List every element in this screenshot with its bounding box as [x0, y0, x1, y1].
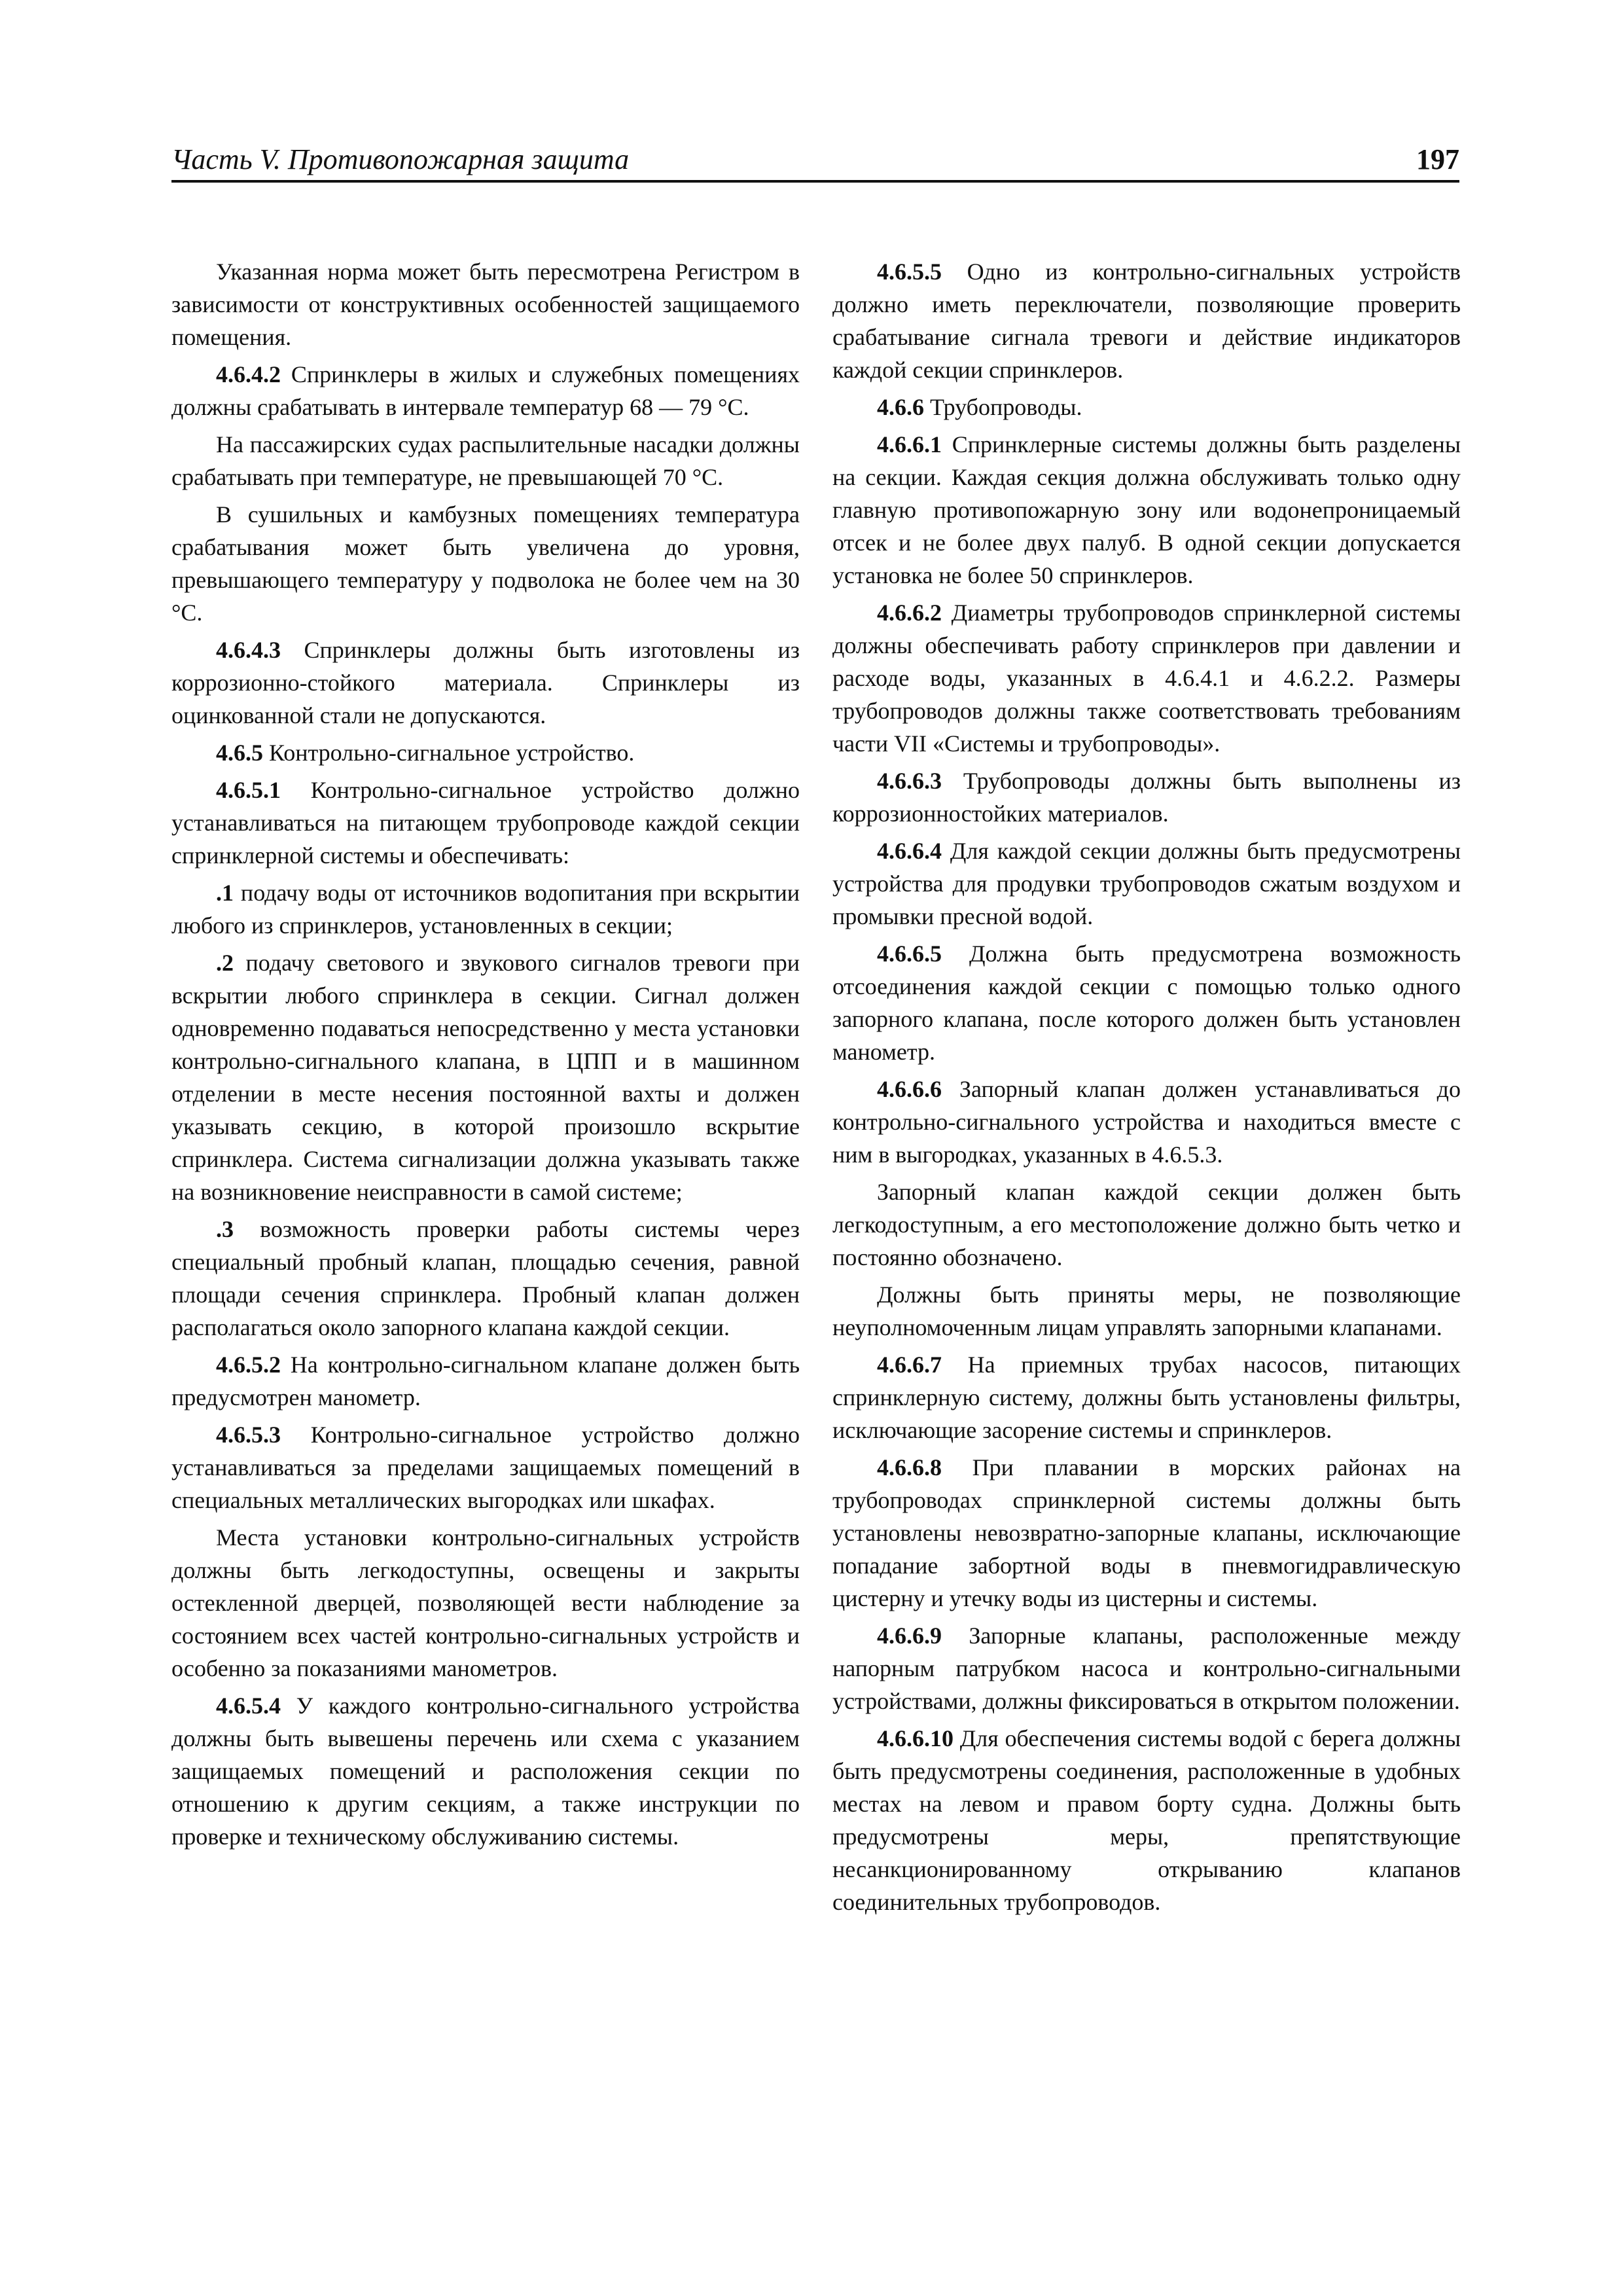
- paragraph: [832, 391, 1461, 423]
- paragraph-text: Диаметры трубопроводов спринклерной системы должны обеспечивать работу спринклеров при давлении и расходе воды, указанных в 4.6.4.1 и 4.6.2.2. Размеры трубопроводов должны также соответствовать требованиям части VII «Системы и трубопроводы».: [832, 600, 1461, 757]
- clause-number: .3: [216, 1216, 234, 1242]
- paragraph-text: Указанная норма может быть пересмотрена Регистром в зависимости от конструктивных особенностей защищаемого помещения.: [171, 259, 800, 350]
- paragraph: [171, 1521, 800, 1685]
- paragraph: [832, 834, 1461, 933]
- paragraph-text: подачу воды от источников водопитания при вскрытии любого из спринклеров, установленных в секции;: [171, 880, 800, 939]
- paragraph: [171, 498, 800, 629]
- paragraph-text: Для каждой секции должны быть предусмотрены устройства для продувки трубопроводов сжатым воздухом и промывки пресной водой.: [832, 838, 1461, 929]
- clause-number: 4.6.6.9: [877, 1623, 942, 1649]
- clause-number: 4.6.5.4: [216, 1693, 281, 1719]
- paragraph: [832, 1073, 1461, 1171]
- paragraph-text: Одно из контрольно-сигнальных устройств должно иметь переключатели, позволяющие проверить срабатывание сигнала тревоги и действие индикаторов каждой секции спринклеров.: [832, 259, 1461, 383]
- clause-number: 4.6.5.3: [216, 1422, 281, 1448]
- paragraph-text: У каждого контрольно-сигнального устройства должны быть вывешены перечень или схема с указанием защищаемых помещений и расположения секции по отношению к другим секциям, а также инструкции по проверке и техническому обслуживанию системы.: [171, 1693, 800, 1850]
- clause-number: 4.6.5.2: [216, 1352, 281, 1378]
- paragraph-text: Должны быть приняты меры, не позволяющие неуполномоченным лицам управлять запорными клапанами.: [832, 1282, 1461, 1340]
- paragraph-text: На пассажирских судах распылительные насадки должны срабатывать при температуре, не превышающей 70 °С.: [171, 431, 800, 490]
- paragraph-text: Трубопроводы должны быть выполнены из коррозионностойких материалов.: [832, 768, 1461, 827]
- paragraph: [171, 1213, 800, 1344]
- clause-number: 4.6.5.5: [877, 259, 942, 285]
- paragraph-text: подачу светового и звукового сигналов тревоги при вскрытии любого спринклера в секции. Сигнал должен одновременно подаваться непосредственно у места установки контрольно-сигнального клапана, в ЦПП и в машинном отделении в месте несения постоянной вахты и должен указывать секцию, в которой произошло вскрытие спринклера. Система сигнализации должна указывать также на возникновение неисправности в самой системе;: [171, 950, 800, 1205]
- paragraph-text: Спринклеры должны быть изготовлены из коррозионно-стойкого материала. Спринклеры из оцинкованной стали не допускаются.: [171, 637, 800, 728]
- clause-number: 4.6.6.1: [877, 431, 942, 457]
- paragraph-text: Трубопроводы.: [930, 394, 1082, 420]
- left-column: [171, 255, 800, 1857]
- clause-number: 4.6.5: [216, 740, 263, 766]
- paragraph-text: Запорные клапаны, расположенные между напорным патрубком насоса и контрольно-сигнальными устройствами, должны фиксироваться в открытом положении.: [832, 1623, 1461, 1714]
- clause-number: 4.6.5.1: [216, 777, 281, 803]
- paragraph-text: возможность проверки работы системы через специальный пробный клапан, площадью сечения, равной площади сечения спринклера. Пробный клапан должен располагаться около запорного клапана каждой секции.: [171, 1216, 800, 1340]
- paragraph-text: Контрольно-сигнальное устройство должно устанавливаться за пределами защищаемых помещений в специальных металлических выгородках или шкафах.: [171, 1422, 800, 1513]
- paragraph-text: Контрольно-сигнальное устройство.: [269, 740, 635, 766]
- paragraph-text: При плавании в морских районах на трубопроводах спринклерной системы должны быть установлены невозвратно-запорные клапаны, исключающие попадание забортной воды в пневмогидравлическую цистерну и утечку воды из цистерны и системы.: [832, 1454, 1461, 1611]
- paragraph-text: Должна быть предусмотрена возможность отсоединения каждой секции с помощью только одного запорного клапана, после которого должен быть установлен манометр.: [832, 941, 1461, 1065]
- paragraph: [171, 774, 800, 872]
- paragraph: [171, 876, 800, 942]
- clause-number: 4.6.6.8: [877, 1454, 942, 1480]
- clause-number: 4.6.4.2: [216, 361, 281, 387]
- paragraph: [832, 1722, 1461, 1918]
- paragraph-text: Спринклеры в жилых и служебных помещениях должны срабатывать в интервале температур 68 — 79 °С.: [171, 361, 800, 420]
- page-header: [171, 143, 1459, 183]
- paragraph-text: На контрольно-сигнальном клапане должен быть предусмотрен манометр.: [171, 1352, 800, 1410]
- running-title: Часть V. Противопожарная защита: [171, 143, 630, 175]
- paragraph-text: Запорный клапан каждой секции должен быть легкодоступным, а его местоположение должно быть четко и постоянно обозначено.: [832, 1179, 1461, 1270]
- paragraph-text: Для обеспечения системы водой с берега должны быть предусмотрены соединения, расположенные в удобных местах на левом и правом борту судна. Должны быть предусмотрены меры, препятствующие несанкционированному открыванию клапанов соединительных трубопроводов.: [832, 1725, 1461, 1915]
- paragraph: [171, 428, 800, 493]
- paragraph: [832, 255, 1461, 386]
- paragraph-text: Спринклерные системы должны быть разделены на секции. Каждая секция должна обслуживать только одну главную противопожарную зону или водонепроницаемый отсек и не более двух палуб. В одной секции допускается установка не более 50 спринклеров.: [832, 431, 1461, 588]
- paragraph: [832, 1348, 1461, 1446]
- paragraph: [832, 1278, 1461, 1344]
- paragraph-text: На приемных трубах насосов, питающих спринклерную систему, должны быть установлены фильтры, исключающие засорение системы и спринклеров.: [832, 1352, 1461, 1443]
- page-number: 197: [1416, 143, 1459, 175]
- clause-number: 4.6.6.5: [877, 941, 942, 967]
- clause-number: 4.6.6.10: [877, 1725, 954, 1751]
- clause-number: 4.6.6.3: [877, 768, 942, 794]
- clause-number: 4.6.6: [877, 394, 924, 420]
- clause-number: 4.6.6.2: [877, 600, 942, 626]
- paragraph: [832, 1175, 1461, 1274]
- clause-number: .1: [216, 880, 234, 906]
- clause-number: 4.6.6.6: [877, 1076, 942, 1102]
- paragraph: [832, 1451, 1461, 1615]
- paragraph: [171, 358, 800, 423]
- paragraph-text: Запорный клапан должен устанавливаться до контрольно-сигнального устройства и находиться вместе с ним в выгородках, указанных в 4.6.5.3.: [832, 1076, 1461, 1168]
- paragraph: [832, 764, 1461, 830]
- right-column: [832, 255, 1461, 1923]
- clause-number: 4.6.4.3: [216, 637, 281, 663]
- paragraph: [171, 1418, 800, 1516]
- paragraph: [171, 736, 800, 769]
- paragraph: [171, 946, 800, 1208]
- paragraph: [171, 1689, 800, 1853]
- paragraph: [171, 1348, 800, 1414]
- paragraph-text: В сушильных и камбузных помещениях температура срабатывания может быть увеличена до уровня, превышающего температуру у подволока не более чем на 30 °С.: [171, 501, 800, 626]
- paragraph-text: Контрольно-сигнальное устройство должно устанавливаться на питающем трубопроводе каждой секции спринклерной системы и обеспечивать:: [171, 777, 800, 869]
- paragraph: [832, 1619, 1461, 1717]
- paragraph-text: Места установки контрольно-сигнальных устройств должны быть легкодоступны, освещены и закрыты остекленной дверцей, позволяющей вести наблюдение за состоянием всех частей контрольно-сигнальных устройств и особенно за показаниями манометров.: [171, 1524, 800, 1681]
- clause-number: .2: [216, 950, 234, 976]
- clause-number: 4.6.6.7: [877, 1352, 942, 1378]
- paragraph: [832, 596, 1461, 760]
- paragraph: [832, 428, 1461, 592]
- paragraph: [832, 937, 1461, 1068]
- paragraph: [171, 255, 800, 353]
- clause-number: 4.6.6.4: [877, 838, 942, 864]
- paragraph: [171, 634, 800, 732]
